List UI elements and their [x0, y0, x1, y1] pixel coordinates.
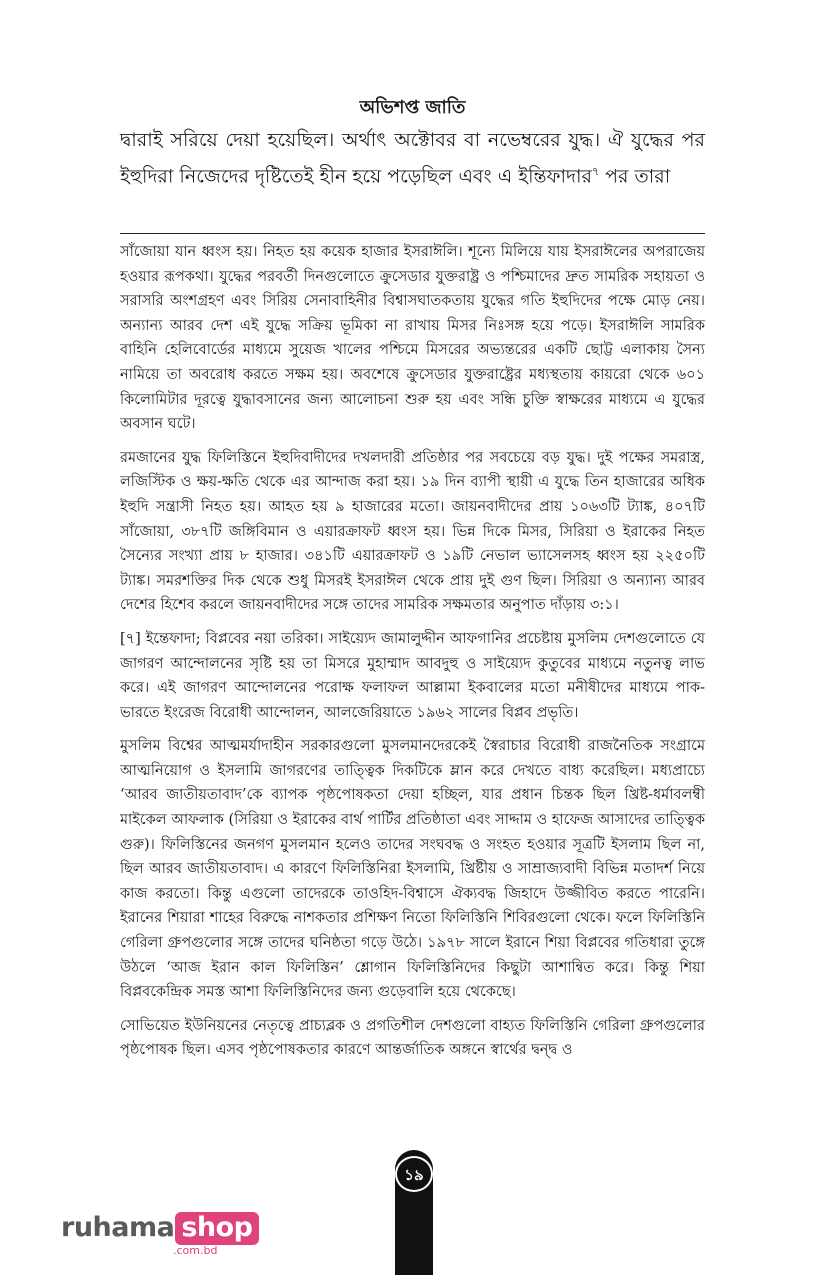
logo-name: ruhama — [61, 1212, 175, 1243]
footnote-paragraph: সোভিয়েত ইউনিয়নের নেতৃত্বে প্রাচ্যব্লক ও প্রগতিশীল দেশগুলো বাহ্যত ফিলিস্তিনি গেরিলা গ্রুপগুলোর পৃষ্ঠপোষক ছিল। এসব পৃষ্ঠপোষকতার কারণে আন্তর্জাতিক অঙ্গনে স্বার্থের দ্বন্দ্ব ও — [120, 1017, 705, 1059]
main-text-tail: পর তারা — [599, 165, 671, 188]
running-header: অভিশপ্ত জাতি — [359, 97, 466, 118]
main-text-part: দ্বারাই সরিয়ে দেয়া হয়েছিল। অর্থাৎ অক্টোবর বা নভেম্বরের যুদ্ধ। ঐ যুদ্ধের পর ইহুদিরা নিজেদের দৃষ্টিতেই হীন হয়ে পড়েছিল এবং এ ইন্তিফাদার — [120, 129, 705, 188]
logo-domain: .com.bd — [173, 1244, 218, 1257]
logo-wordmark — [61, 1212, 259, 1245]
footnote-paragraph: মুসলিম বিশ্বের আত্মমর্যাদাহীন সরকারগুলো মুসলমানদেরকেই স্বৈরাচার বিরোধী রাজনৈতিক সংগ্রামে আত্মনিয়োগ ও ইসলামি জাগরণের তাত্ত্বিক দিকটিকে ম্লান করে দেখতে বাধ্য করেছিল। মধ্যপ্রাচ্যে ‘আরব জাতীয়তাবাদ’কে ব্যাপক পৃষ্ঠপোষকতা দেয়া হচ্ছিল, যার প্রধান চিন্তক ছিল খ্রিষ্ট-ধর্মাবলম্বী মাইকেল আফলাক (সিরিয়া ও ইরাকের বার্থ পার্টির প্রতিষ্ঠাতা এবং সাদ্দাম ও হাফেজ আসাদের তাত্ত্বিক গুরু)। ফিলিস্তিনের জনগণ মুসলমান হলেও তাদের সংঘবদ্ধ ও সংহত হওয়ার সূত্রটি ইসলাম ছিল না, ছিল আরব জাতীয়তাবাদ। এ কারণে ফিলিস্তিনিরা ইসলামি, খ্রিষ্টীয় ও সাম্রাজ্যবাদী বিভিন্ন মতাদর্শ নিয়ে কাজ করতো। কিন্তু এগুলো তাদেরকে তাওহিদ-বিশ্বাসে ঐক্যবদ্ধ জিহাদে উজ্জীবিত করতে পারেনি। ইরানের শিয়ারা শাহের বিরুদ্ধে নাশকতার প্রশিক্ষণ নিতো ফিলিস্তিনি শিবিরগুলো থেকে। ফলে ফিলিস্তিনি গেরিলা গ্রুপগুলোর সঙ্গে তাদের ঘনিষ্ঠতা গড়ে উঠে। ১৯৭৮ সালে ইরানে শিয়া বিপ্লবের গতিধারা তুঙ্গে উঠলে ‘আজ ইরান কাল ফিলিস্তিন’ শ্লোগান ফিলিস্তিনিদের কিছুটা আশান্বিত করে। কিন্তু শিয়া বিপ্লবকেন্দ্রিক সমস্ত আশা ফিলিস্তিনিদের জন্য গুড়েবালি হয়ে থেকেছে। — [120, 738, 705, 1001]
page-number: ১৯ — [395, 1156, 433, 1192]
footnote-divider — [120, 233, 705, 234]
logo-shop-badge: shop — [175, 1212, 258, 1245]
footnotes-section — [120, 240, 705, 1072]
main-body-text — [120, 125, 705, 192]
page-number-tab — [395, 1150, 433, 1275]
footnote-marker[interactable]: ৭ — [591, 165, 600, 178]
footnote-paragraph: রমজানের যুদ্ধ ফিলিস্তিনে ইহুদিবাদীদের দখলদারী প্রতিষ্ঠার পর সবচেয়ে বড় যুদ্ধ। দুই পক্ষের সমরাস্ত্র, লজিস্টিক ও ক্ষয়-ক্ষতি থেকে এর আন্দাজ করা হয়। ১৯ দিন ব্যাপী স্থায়ী এ যুদ্ধে তিন হাজারের অধিক ইহুদি সন্ত্রাসী নিহত হয়। আহত হয় ৯ হাজারের মতো। জায়নবাদীদের প্রায় ১০৬৩টি ট্যাঙ্ক, ৪০৭টি সাঁজোয়া, ৩৮৭টি জঙ্গিবিমান ও এয়ারক্রাফট ধ্বংস হয়। ভিন্ন দিকে মিসর, সিরিয়া ও ইরাকের নিহত সৈন্যের সংখ্যা প্রায় ৮ হাজার। ৩৪১টি এয়ারক্রাফট ও ১৯টি নেভাল ভ্যাসেলসহ ধ্বংস হয় ২২৫০টি ট্যাঙ্ক। সমরশক্তির দিক থেকে শুধু মিসরই ইসরাঈল থেকে প্রায় দুই গুণ ছিল। সিরিয়া ও অন্যান্য আরব দেশের হিশেব করলে জায়নবাদীদের সঙ্গে তাদের সামরিক সক্ষমতার অনুপাত দাঁড়ায় ৩:১। — [120, 449, 705, 614]
footnote-paragraph: সাঁজোয়া যান ধ্বংস হয়। নিহত হয় কয়েক হাজার ইসরাঈলি। শূন্যে মিলিয়ে যায় ইসরাঈলের অপরাজেয় হওয়ার রূপকথা। যুদ্ধের পরবর্তী দিনগুলোতে ক্রুসেডার যুক্তরাষ্ট্র ও পশ্চিমাদের দ্রুত সামরিক সহায়তা ও সরাসরি অংশগ্রহণ এবং সিরিয় সেনাবাহিনীর বিশ্বাসঘাতকতায় যুদ্ধের গতি ইহুদিদের পক্ষে মোড় নেয়। অন্যান্য আরব দেশ এই যুদ্ধে সক্রিয় ভূমিকা না রাখায় মিসর নিঃসঙ্গ হয়ে পড়ে। ইসরাঈলি সামরিক বাহিনি হেলিবোর্ডের মাধ্যমে সুয়েজ খালের পশ্চিমে মিসরের অভ্যন্তরের একটি ছোট্ট এলাকায় সৈন্য নামিয়ে তা অবরোধ করতে সক্ষম হয়। অবশেষে ক্রুসেডার যুক্তরাষ্ট্রের মধ্যস্থতায় কায়রো থেকে ৬০১ কিলোমিটার দূরত্বে যুদ্ধাবসানের জন্য আলোচনা শুরু হয় এবং সন্ধি চুক্তি স্বাক্ষরের মাধ্যমে এ যুদ্ধের অবসান ঘটে। — [120, 244, 705, 433]
footnote-paragraph: [৭] ইন্তেফাদা; বিপ্লবের নয়া তরিকা। সাইয়্যেদ জামালুদ্দীন আফগানির প্রচেষ্টায় মুসলিম দেশগুলোতে যে জাগরণ আন্দোলনের সৃষ্টি হয় তা মিসরে মুহাম্মাদ আবদুহু ও সাইয়্যেদ কুতুবের মাধ্যমে নতুনত্ব লাভ করে। এই জাগরণ আন্দোলনের পরোক্ষ ফলাফল আল্লামা ইকবালের মতো মনীষীদের মাধ্যমে পাক-ভারতে ইংরেজ বিরোধী আন্দোলন, আলজেরিয়াতে ১৯৬২ সালের বিপ্লব প্রভৃতি। — [120, 630, 705, 721]
